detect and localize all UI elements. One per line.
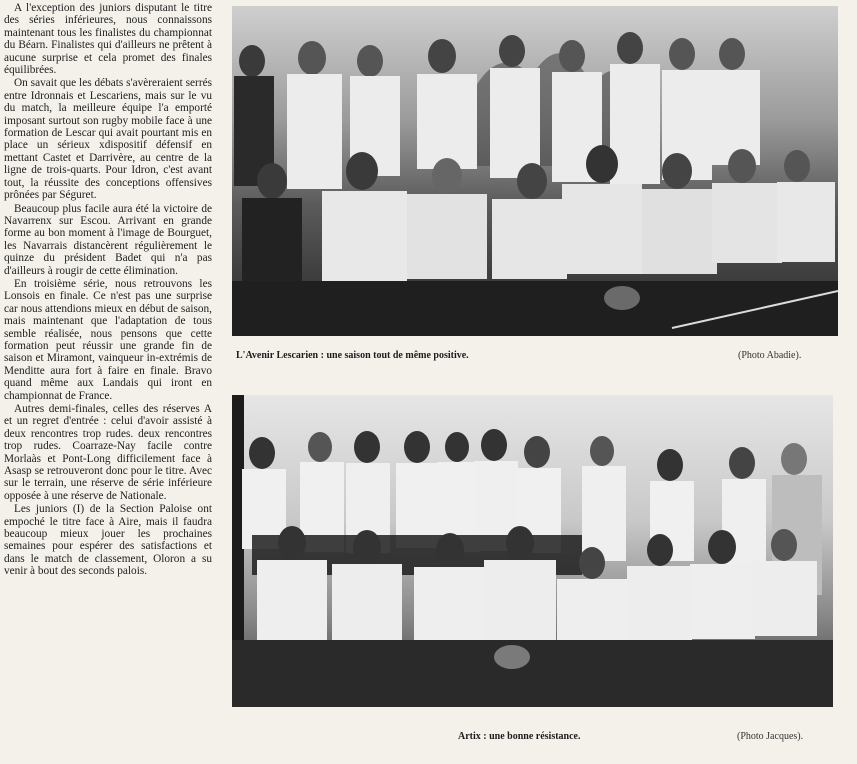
photo-credit-lescar: (Photo Abadie). (738, 350, 802, 361)
photo-caption-lescar (236, 350, 469, 361)
article-paragraph: On savait que les débats s'avèreraient serrés entre Idronnais et Lescariens, mais sur le vu du match, la meilleure équipe l'a emporté imposant surtout son rugby mobile face à une formation de Lescar qui avait pourtant mis en place un sérieux xdispositif défensif en mettant Castet et Darrivère, au centre de la ligne de trois-quarts. Pour Idron, c'est avant tout, la réussite des conceptions offensives prônées par Séguret. (4, 77, 212, 202)
team-photo-artix-image (232, 395, 833, 707)
photo-credit-artix: (Photo Jacques). (737, 731, 804, 742)
caption-title: Artix : une bonne résistance. (458, 731, 581, 742)
team-photo-lescar-image (232, 6, 838, 336)
article-column (4, 2, 212, 764)
photo-caption-artix (458, 731, 581, 742)
article-paragraph: Beaucoup plus facile aura été la victoire de Navarrenx sur Escou. Arrivant en grande forme au bon moment à l'image de Bourguet, les Navarrais distancèrent régulièrement le quinze du président Badet qui n'a pas d'ailleurs à rougir de cette élimination. (4, 202, 212, 277)
article-paragraph: A l'exception des juniors disputant le titre des séries inférieures, nous connaissons maintenant tous les finalistes du championnat du Béarn. Finalistes qui d'ailleurs ne prêtent à aucune surprise et cela promet des finales équilibrées. (4, 2, 212, 77)
caption-title: L'Avenir Lescarien : une saison (236, 350, 371, 361)
article-paragraph: En troisième série, nous retrouvons les Lonsois en finale. Ce n'est pas une surprise car nous attendions mieux en début de saison, mais maintenant que l'adaptation de tous semble réalisée, nous pensons que cette formation peut réussir une grande fin de saison et Miramont, vainqueur in-extrémis de Menditte aura fort à faire en finale. Bravo quand même aux Landais qui iront en championnat de France. (4, 277, 212, 402)
article-paragraph: Autres demi-finales, celles des réserves A et un regret d'entrée : celui d'avoir assisté à deux rencontres trop rudes. deux rencontres trop rudes. Coarraze-Nay facile contre Morlaàs et Pont-Long difficilement face à Asasp se retrouveront donc pour le titre. Avec sur le terrain, une réserve de série inférieure opposée à une réserve de Nationale. (4, 403, 212, 502)
team-photo-lescar (232, 6, 838, 336)
team-photo-artix (232, 395, 833, 707)
caption-rest: tout de même positive. (370, 350, 469, 361)
article-paragraph: Les juniors (I) de la Section Paloise ont empoché le titre face à Aire, mais il faudra beaucoup mieux jouer les prochaines semaines pour espérer des satisfactions et dans le match de classement, Oloron a su venir à bout des seconds palois. (4, 503, 212, 578)
